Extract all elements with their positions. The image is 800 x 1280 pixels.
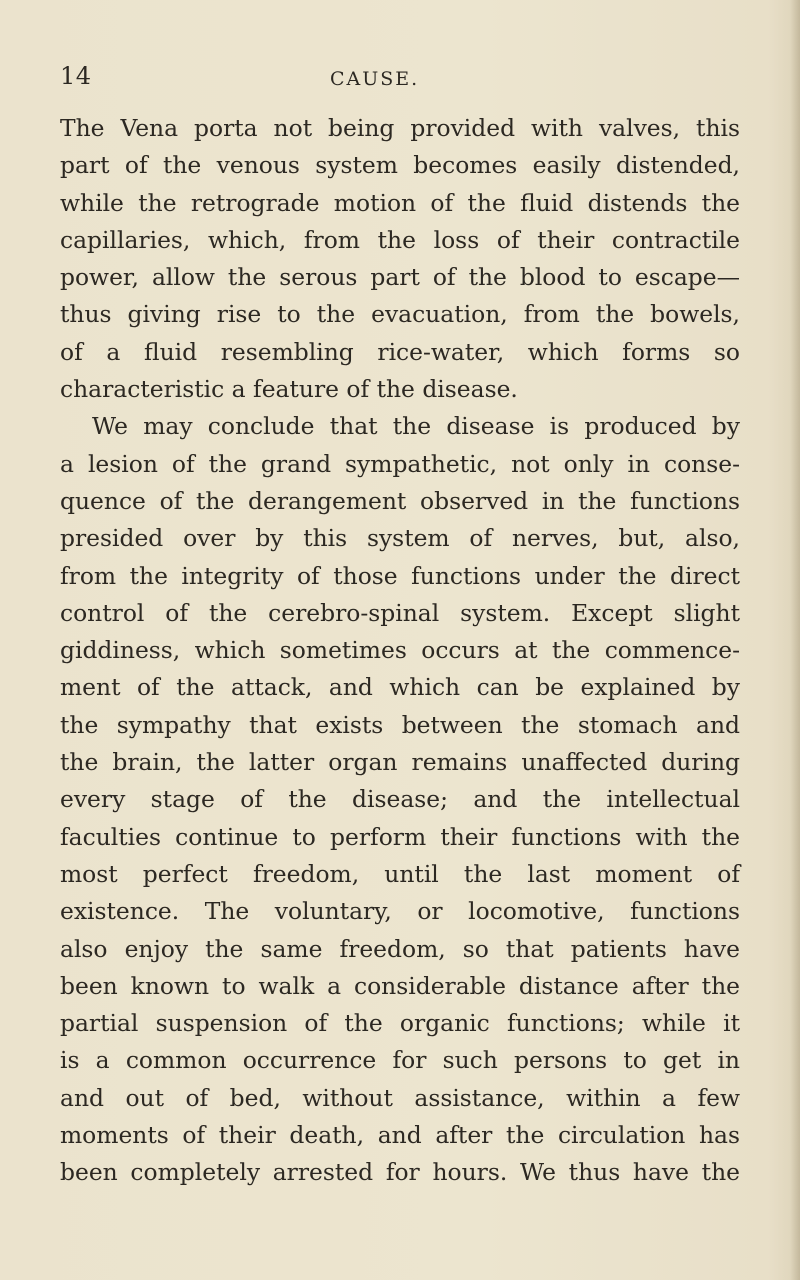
running-title: CAUSE. xyxy=(330,68,420,90)
text-line: faculties continue to perform their functions with the xyxy=(60,822,740,851)
text-line: presided over by this system of nerves, but, also, xyxy=(60,524,740,553)
text-line: giddiness, which sometimes occurs at the commence- xyxy=(60,636,740,665)
text-line: capillaries, which, from the loss of their contractile xyxy=(60,225,740,254)
text-line: characteristic a feature of the disease. xyxy=(60,375,518,404)
text-line: power, allow the serous part of the blood to escape— xyxy=(60,263,740,292)
text-line: every stage of the disease; and the intellectual xyxy=(60,785,740,814)
text-line: from the integrity of those functions under the direct xyxy=(60,561,740,590)
text-line: been completely arrested for hours. We thus have the xyxy=(60,1158,740,1187)
text-line: control of the cerebro-spinal system. Except slight xyxy=(60,598,740,627)
text-line: quence of the derangement observed in the functions xyxy=(60,486,740,515)
text-line: partial suspension of the organic functions; while it xyxy=(60,1009,740,1038)
body-text xyxy=(60,110,740,1192)
text-line: is a common occurrence for such persons to get in xyxy=(60,1046,740,1075)
page-number: 14 xyxy=(60,62,92,90)
text-line: while the retrograde motion of the fluid distends the xyxy=(60,188,740,217)
text-line: thus giving rise to the evacuation, from the bowels, xyxy=(60,300,740,329)
text-line: The Vena porta not being provided with valves, this xyxy=(60,114,740,142)
text-line: ment of the attack, and which can be explained by xyxy=(60,673,740,702)
text-line: a lesion of the grand sympathetic, not only in conse- xyxy=(60,449,740,478)
text-line: part of the venous system becomes easily distended, xyxy=(60,151,740,180)
text-line: been known to walk a considerable distance after the xyxy=(60,971,740,1000)
text-line: most perfect freedom, until the last moment of xyxy=(60,859,740,888)
paragraph-start-line: We may conclude that the disease is produced by xyxy=(92,412,740,441)
text-line: existence. The voluntary, or locomotive, functions xyxy=(60,897,740,926)
running-head xyxy=(60,62,740,96)
text-line: of a fluid resembling rice-water, which forms so xyxy=(60,337,740,366)
text-line: the brain, the latter organ remains unaffected during xyxy=(60,748,740,777)
page-edge-shadow xyxy=(790,0,800,1280)
text-line: and out of bed, without assistance, within a few xyxy=(60,1083,740,1112)
text-line: also enjoy the same freedom, so that patients have xyxy=(60,934,740,963)
text-line: moments of their death, and after the circulation has xyxy=(60,1121,740,1150)
text-line: the sympathy that exists between the stomach and xyxy=(60,710,740,739)
